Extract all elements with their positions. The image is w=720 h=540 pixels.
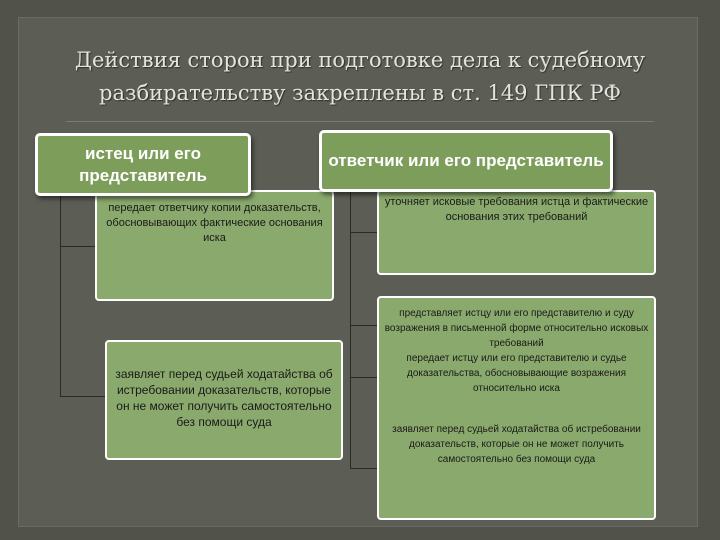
defendant-action-clarify [377,190,656,275]
plaintiff-header [35,133,251,196]
slide-title [30,44,690,110]
plaintiff-action-copies-text: передает ответчику копии доказательств, обосновывающих фактические основания иска [106,202,323,244]
title-line-1: Действия сторон при подготовке дела к судебному [74,48,646,72]
left-connector-trunk [60,195,61,397]
right-connector-branch-2 [350,325,378,326]
defendant-action-evidence-text: передает истцу или его представителю и судье доказательства, обосновывающие возражения относительно иска [406,353,627,394]
left-connector-branch-2 [60,396,106,397]
right-connector-branch-1 [350,232,378,233]
defendant-header-label: ответчик или его представитель [328,151,604,170]
defendant-action-objections-text: представляет истцу или его представителю и суду возражения в письменной форме относительно исковых требований [384,308,649,349]
plaintiff-action-petition [105,340,343,460]
plaintiff-header-label: истец или его представитель [79,143,207,185]
plaintiff-action-copies [95,190,334,301]
right-connector-branch-3 [350,377,378,378]
defendant-action-objections [377,296,656,520]
left-connector-branch-1 [60,246,96,247]
right-connector-trunk [350,192,351,469]
title-divider [66,121,654,122]
right-connector-branch-4 [350,468,378,469]
defendant-header [319,130,613,192]
title-line-2: разбирательству закреплены в ст. 149 ГПК РФ [99,81,621,105]
defendant-action-clarify-text: уточняет исковые требования истца и фактические основания этих требований [384,196,649,223]
defendant-action-petition-text: заявляет перед судьей ходатайства об истребовании доказательств, которые он не может получить самостоятельно без помощи суда [392,424,641,465]
plaintiff-action-petition-text: заявляет перед судьей ходатайства об истребовании доказательств, которые он не может получить самостоятельно без помощи суда [115,367,333,429]
